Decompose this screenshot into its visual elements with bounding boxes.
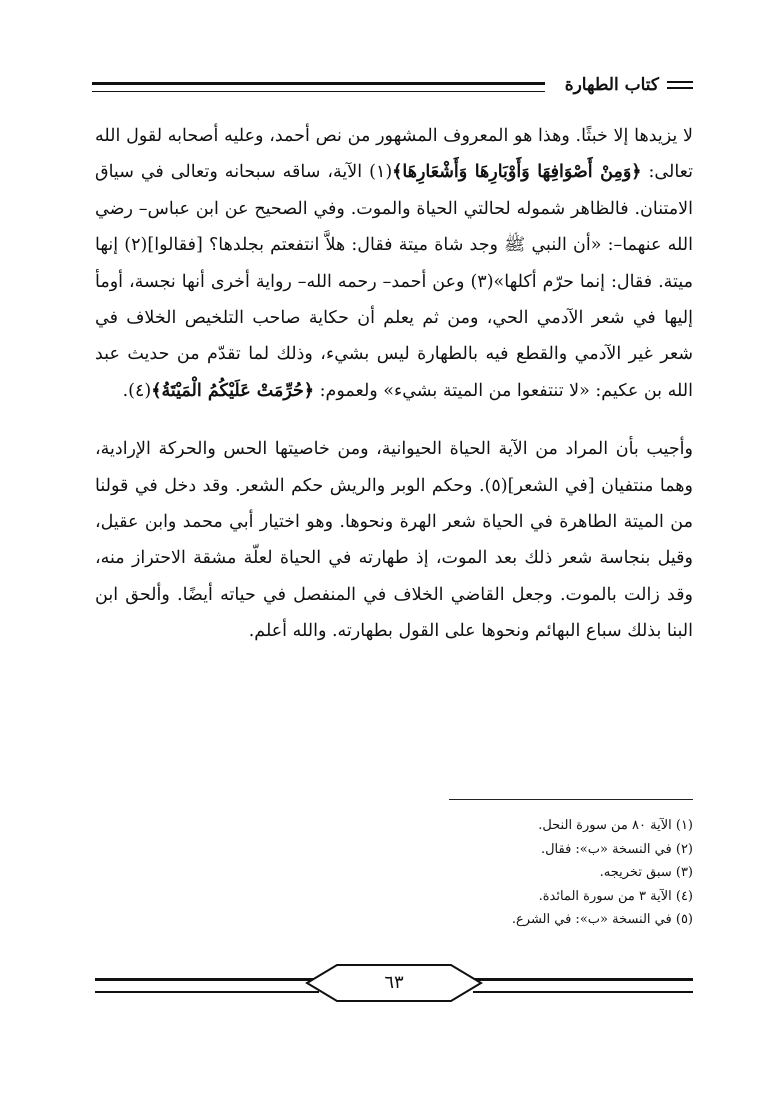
running-header bbox=[92, 72, 693, 102]
footnote-item: (٢) في النسخة «ب»: فقال. bbox=[540, 841, 693, 857]
page-number-badge bbox=[305, 963, 483, 1003]
paragraph-2: وأجيب بأن المراد من الآية الحياة الحيوانية، ومن خاصيتها الحس والحركة الإرادية، وهما منتفيان [في الشعر](٥). وحكم الوبر والريش حكم الشعر. وقد دخل في قولنا من الميتة الطاهرة في الحياة شعر الهرة ونحوها. وهو اختيار أبي محمد وابن عقيل، وقيل بنجاسة شعر ذلك بعد الموت، إذ طهارته في الحياة لعلّة مشقة الاحتراز منه، وقد زالت بالموت. وجعل القاضي الخلاف في المنفصل في حياته أيضًا. وألحق ابن البنا بذلك سباع البهائم ونحوها على القول بطهارته. والله أعلم. bbox=[95, 439, 693, 642]
footer-rule-right bbox=[473, 978, 693, 993]
footnotes bbox=[133, 814, 693, 932]
header-title: كتاب الطهارة bbox=[564, 75, 659, 95]
paragraph-1 bbox=[95, 118, 693, 409]
footnote-item: (٣) سبق تخريجه. bbox=[599, 865, 693, 880]
paragraph-1-part-2: (١) الآية، ساقه سبحانه وتعالى في سياق الامتنان. فالظاهر شموله لحالتي الحياة والموت. وفي الصحيح عن ابن عباس– رضي الله عنهما–: «أن النبي ﷺ وجد شاة ميتة فقال: هلاَّ انتفعتم بجلدها؟ [فقالوا](٢) إنها ميتة. فقال: إنما حرّم أكلها»(٣) وعن أحمد– رحمه الله– رواية أخرى أنها نجسة، أومأ إليها في شعر الآدمي الحي، ومن ثم يعلم أن حكاية صاحب التلخيص الخلاف في شعر غير الآدمي والقطع فيه بالطهارة ليس بشيء، وذلك لما تقدّم من حديث عبد الله بن عكيم: «لا تنتفعوا من الميتة بشيء» ولعموم: bbox=[95, 162, 693, 401]
main-text bbox=[95, 118, 693, 650]
footnote-item: (١) الآية ٨٠ من سورة النحل. bbox=[538, 818, 693, 833]
footnote-separator bbox=[449, 799, 693, 800]
footnote-item: (٥) في النسخة «ب»: في الشرع. bbox=[511, 912, 693, 927]
paragraph-1-part-3: (٤). bbox=[122, 380, 152, 401]
page-footer bbox=[95, 963, 693, 1003]
quran-verse-2: ﴿حُرِّمَتْ عَلَيْكُمُ الْمَيْتَةُ﴾ bbox=[151, 380, 315, 401]
header-rule bbox=[92, 82, 545, 92]
page-number: ٦٣ bbox=[384, 972, 404, 993]
footnote-item: (٤) الآية ٣ من سورة المائدة. bbox=[538, 888, 693, 904]
quran-verse-1: ﴿وَمِنْ أَصْوَافِهَا وَأَوْبَارِهَا وَأَشْعَارِهَا﴾ bbox=[392, 162, 642, 183]
header-ornament bbox=[667, 81, 693, 89]
footer-rule-left bbox=[95, 978, 319, 993]
paragraph-1-part-1: لا يزيدها إلا خبثًا. وهذا هو المعروف المشهور من نص أحمد، وعليه أصحابه لقول الله تعالى: bbox=[95, 126, 693, 183]
